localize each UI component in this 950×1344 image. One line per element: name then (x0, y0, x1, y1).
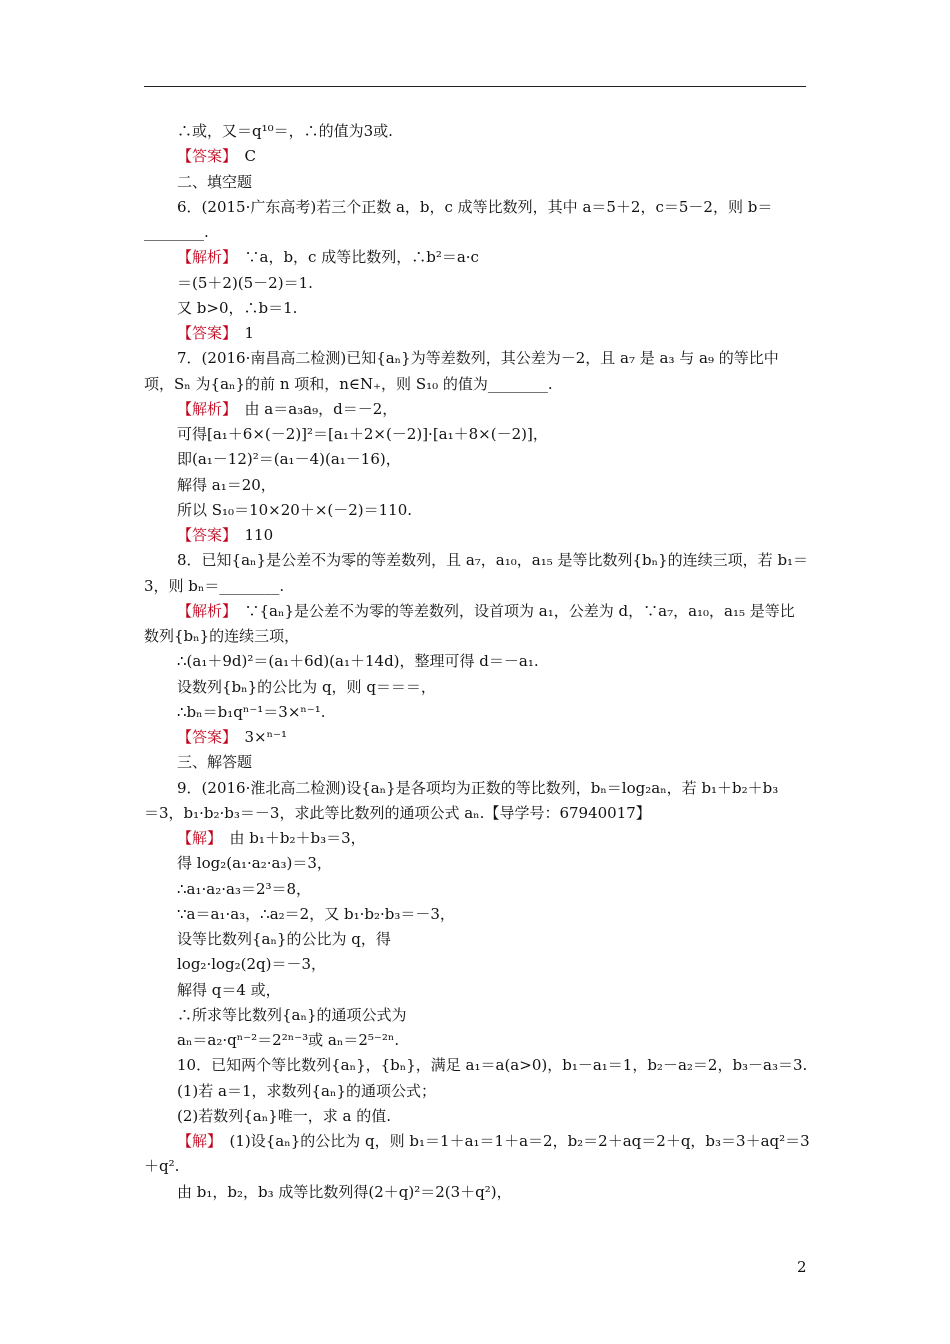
text-line (177, 1054, 817, 1076)
text-line (177, 196, 817, 218)
line-text: ∴或，又＝q¹⁰＝，∴的值为3或. (177, 122, 393, 140)
line-text: (1)若 a＝1，求数列{aₙ}的通项公式； (177, 1081, 437, 1100)
line-text: 设数列{bₙ}的公比为 q，则 q＝＝＝， (177, 677, 436, 696)
header-rule (144, 86, 806, 87)
text-line (177, 297, 817, 319)
text-line (144, 1155, 784, 1177)
section-tag: 【答案】 (177, 147, 230, 166)
line-text: ∵{aₙ}是公差不为零的等差数列，设首项为 a₁，公差为 d，∵a₇，a₁₀，a₁₅ 是等比 (229, 601, 795, 620)
line-text: 解得 a₁＝20， (177, 475, 276, 494)
text-line (177, 1105, 817, 1127)
text-line (177, 701, 817, 723)
line-text: 由 a＝a₃a₉，d＝－2， (229, 399, 398, 418)
line-text: ∴所求等比数列{aₙ}的通项公式为 (177, 1005, 407, 1024)
section-tag: 【解】 (177, 829, 215, 847)
line-text: 所以 S₁₀＝10×20＋×(－2)＝110. (177, 500, 413, 519)
text-line (144, 575, 784, 597)
text-line (177, 448, 817, 470)
line-text: log₂·log₂(2q)＝－3， (177, 955, 327, 974)
text-line (144, 221, 784, 243)
text-line (177, 953, 817, 975)
text-line (177, 499, 817, 521)
section-tag: 【答案】 (177, 526, 230, 544)
line-text: 即(a₁－12)²＝(a₁－4)(a₁－16)， (177, 450, 401, 469)
section-tag: 【答案】 (177, 324, 230, 342)
line-text: 可得[a₁＋6×(－2)]²＝[a₁＋2×(－2)]·[a₁＋8×(－2)]， (177, 425, 548, 443)
line-text: ∴a₁·a₂·a₃＝2³＝8， (177, 879, 312, 898)
section-tag: 【解析】 (177, 248, 230, 267)
line-text: 3×ⁿ⁻¹ (229, 728, 288, 746)
section-tag: 【解析】 (177, 399, 230, 418)
line-text: aₙ＝a₂·qⁿ⁻²＝2²ⁿ⁻³或 aₙ＝2⁵⁻²ⁿ. (177, 1031, 400, 1049)
text-line (177, 1130, 817, 1152)
page-number: 2 (797, 1258, 807, 1276)
line-text: ＝3，b₁·b₂·b₃＝－3，求此等比数列的通项公式 aₙ.【导学号：67940017】 (144, 803, 651, 822)
text-line (177, 928, 817, 950)
line-text: 8．已知{aₙ}是公差不为零的等差数列，且 a₇，a₁₀，a₁₅ 是等比数列{bₙ}的连续三项，若 b₁＝ (177, 551, 809, 570)
line-text: 10．已知两个等比数列{aₙ}，{bₙ}，满足 a₁＝a(a>0)，b₁－a₁＝1，b₂－a₂＝2，b₃－a₃＝3. (177, 1056, 808, 1075)
text-line (177, 246, 817, 268)
text-line (177, 1004, 817, 1026)
section-tag: 【解析】 (177, 601, 230, 620)
line-text: 解得 q＝4 或， (177, 980, 281, 999)
line-text: 二、填空题 (177, 172, 253, 191)
text-line (177, 549, 817, 571)
line-text: 3，则 bₙ＝________. (144, 576, 285, 595)
line-text: 设等比数列{aₙ}的公比为 q，得 (177, 930, 391, 948)
line-text: (2)若数列{aₙ}唯一，求 a 的值. (177, 1106, 392, 1125)
text-line (177, 777, 817, 799)
line-text: (1)设{aₙ}的公比为 q，则 b₁＝1＋a₁＝1＋a＝2，b₂＝2＋aq＝2＋q，b₃＝3＋aq²＝3 (214, 1132, 810, 1150)
text-line (144, 802, 784, 824)
line-text: ∵a＝a₁·a₃，∴a₂＝2，又 b₁·b₂·b₃＝－3， (177, 904, 455, 923)
line-text: 由 b₁，b₂，b₃ 成等比数列得(2＋q)²＝2(3＋q²)， (177, 1182, 512, 1201)
text-line (177, 524, 817, 546)
text-line (144, 373, 784, 395)
line-text: ＝(5＋2)(5－2)＝1. (177, 273, 313, 292)
line-text: 110 (229, 526, 274, 544)
text-line (144, 625, 784, 647)
line-text: C (229, 147, 256, 166)
line-text: ＋q². (144, 1157, 180, 1176)
line-text: ∵a，b，c 成等比数列，∴b²＝a·c (229, 248, 479, 267)
text-line (177, 751, 817, 773)
line-text: 三、解答题 (177, 753, 253, 772)
text-line (177, 852, 817, 874)
text-line (177, 423, 817, 445)
text-line (177, 322, 817, 344)
text-line (177, 171, 817, 193)
line-text: 6．(2015·广东高考)若三个正数 a，b，c 成等比数列，其中 a＝5＋2，c＝5－2，则 b＝ (177, 197, 773, 216)
text-line (177, 878, 817, 900)
text-line (177, 903, 817, 925)
text-line (177, 347, 817, 369)
text-line (177, 979, 817, 1001)
text-line (177, 726, 817, 748)
text-line (177, 1181, 817, 1203)
text-line (177, 145, 817, 167)
text-line (177, 600, 817, 622)
text-line (177, 1080, 817, 1102)
line-text: ∴(a₁＋9d)²＝(a₁＋6d)(a₁＋14d)，整理可得 d＝－a₁. (177, 652, 539, 671)
line-text: 又 b>0，∴b＝1. (177, 298, 298, 317)
section-tag: 【答案】 (177, 728, 230, 746)
text-line (177, 120, 817, 142)
line-text: 得 log₂(a₁·a₂·a₃)＝3， (177, 854, 332, 873)
text-line (177, 650, 817, 672)
line-text: 9．(2016·淮北高二检测)设{aₙ}是各项均为正数的等比数列，bₙ＝log₂aₙ，若 b₁＋b₂＋b₃ (177, 778, 779, 797)
line-text: 由 b₁＋b₂＋b₃＝3， (214, 829, 366, 847)
line-text: 项，Sₙ 为{aₙ}的前 n 项和，n∈N₊，则 S₁₀ 的值为________. (144, 374, 553, 393)
line-text: 7．(2016·南昌高二检测)已知{aₙ}为等差数列，其公差为－2，且 a₇ 是 a₃ 与 a₉ 的等比中 (177, 349, 779, 368)
text-line (177, 827, 817, 849)
line-text: ∴bₙ＝b₁qⁿ⁻¹＝3×ⁿ⁻¹. (177, 702, 326, 721)
text-line (177, 272, 817, 294)
line-text: ________. (144, 223, 209, 241)
text-line (177, 676, 817, 698)
section-tag: 【解】 (177, 1132, 215, 1150)
text-line (177, 398, 817, 420)
line-text: 数列{bₙ}的连续三项， (144, 627, 300, 645)
line-text: 1 (229, 324, 255, 342)
text-line (177, 474, 817, 496)
text-line (177, 1029, 817, 1051)
